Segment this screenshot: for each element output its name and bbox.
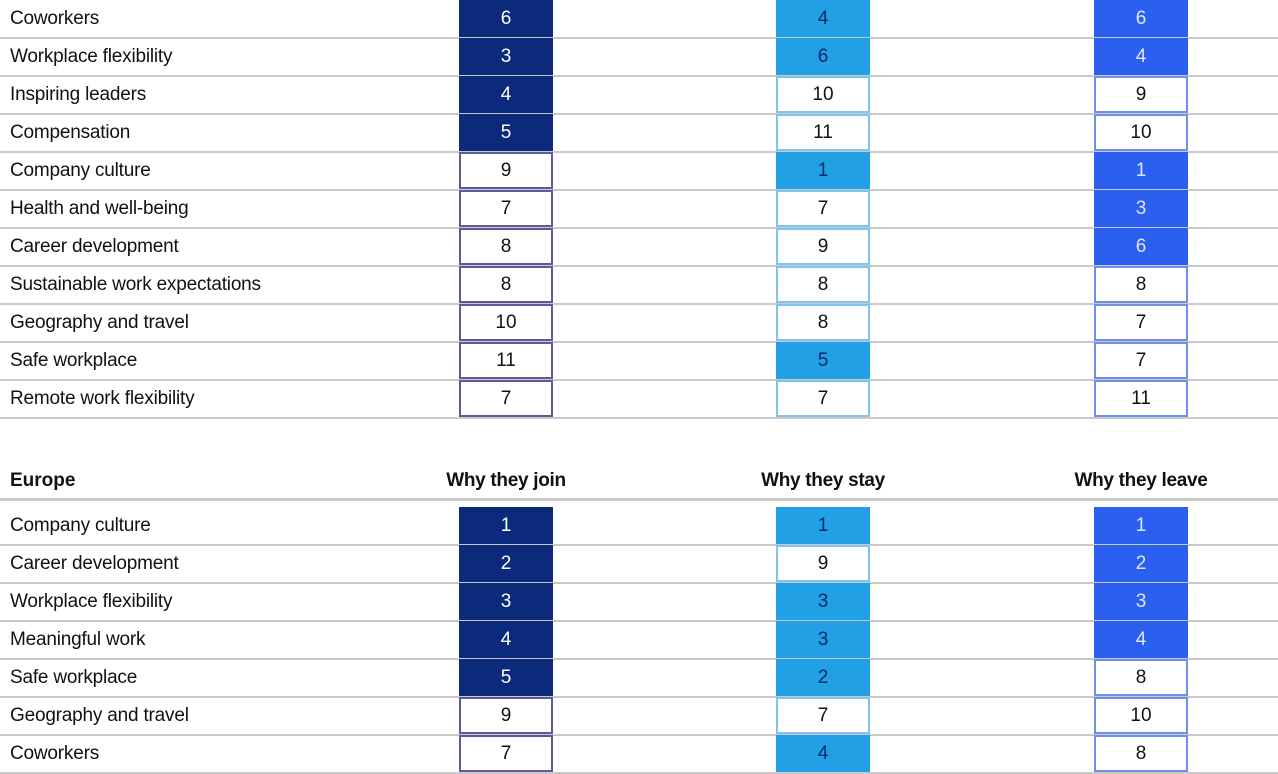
rank-cell: 2 (459, 545, 553, 582)
rank-cell: 8 (459, 266, 553, 303)
row-divider (0, 265, 1278, 267)
rank-cell: 6 (459, 0, 553, 37)
rank-cell: 8 (459, 228, 553, 265)
rank-cell: 5 (459, 659, 553, 696)
row-divider (0, 303, 1278, 305)
rank-cell: 3 (776, 621, 870, 658)
row-label: Geography and travel (10, 705, 189, 726)
rank-cell: 10 (459, 304, 553, 341)
rank-cell: 8 (1094, 266, 1188, 303)
rank-cell: 9 (776, 228, 870, 265)
rank-cell: 10 (1094, 697, 1188, 734)
rank-cell: 4 (1094, 621, 1188, 658)
row-divider (0, 734, 1278, 736)
row-label: Workplace flexibility (10, 46, 173, 67)
rank-cell: 1 (1094, 507, 1188, 544)
rank-cell: 3 (459, 583, 553, 620)
header-divider (0, 498, 1278, 501)
row-label: Company culture (10, 160, 151, 181)
row-label: Coworkers (10, 743, 99, 764)
rank-cell: 10 (1094, 114, 1188, 151)
rank-cell: 7 (1094, 342, 1188, 379)
row-label: Safe workplace (10, 667, 138, 688)
row-divider (0, 113, 1278, 115)
rank-cell: 6 (1094, 228, 1188, 265)
rank-cell: 5 (776, 342, 870, 379)
rank-cell: 5 (459, 114, 553, 151)
rank-cell: 1 (1094, 152, 1188, 189)
rank-cell: 4 (459, 621, 553, 658)
row-label: Remote work flexibility (10, 388, 195, 409)
row-divider (0, 417, 1278, 419)
row-label: Career development (10, 236, 179, 257)
row-divider (0, 696, 1278, 698)
row-label: Geography and travel (10, 312, 189, 333)
row-divider (0, 227, 1278, 229)
rank-cell: 1 (776, 507, 870, 544)
rank-cell: 8 (776, 304, 870, 341)
rank-cell: 6 (1094, 0, 1188, 37)
rank-cell: 7 (776, 697, 870, 734)
row-divider (0, 189, 1278, 191)
rank-cell: 8 (1094, 735, 1188, 772)
row-divider (0, 658, 1278, 660)
rank-cell: 4 (459, 76, 553, 113)
column-header: Why they stay (761, 470, 885, 491)
rank-cell: 2 (776, 659, 870, 696)
row-divider (0, 341, 1278, 343)
row-divider (0, 582, 1278, 584)
rank-cell: 1 (776, 152, 870, 189)
rank-cell: 3 (776, 583, 870, 620)
rank-cell: 9 (776, 545, 870, 582)
row-divider (0, 379, 1278, 381)
section-title: Europe (10, 470, 76, 491)
rank-cell: 2 (1094, 545, 1188, 582)
rank-cell: 3 (459, 38, 553, 75)
column-header: Why they join (446, 470, 566, 491)
rank-cell: 3 (1094, 190, 1188, 227)
rank-cell: 9 (459, 697, 553, 734)
rank-cell: 10 (776, 76, 870, 113)
rank-cell: 7 (459, 380, 553, 417)
row-label: Coworkers (10, 8, 99, 29)
rank-cell: 6 (776, 38, 870, 75)
row-label: Meaningful work (10, 629, 146, 650)
rank-cell: 9 (1094, 76, 1188, 113)
column-header: Why they leave (1074, 470, 1208, 491)
rank-cell: 11 (459, 342, 553, 379)
rank-cell: 7 (1094, 304, 1188, 341)
rank-cell: 11 (1094, 380, 1188, 417)
row-divider (0, 620, 1278, 622)
row-divider (0, 151, 1278, 153)
rank-cell: 7 (459, 735, 553, 772)
row-divider (0, 37, 1278, 39)
rank-cell: 9 (459, 152, 553, 189)
rank-cell: 11 (776, 114, 870, 151)
row-label: Sustainable work expectations (10, 274, 261, 295)
row-label: Workplace flexibility (10, 591, 173, 612)
row-divider (0, 544, 1278, 546)
row-label: Health and well-being (10, 198, 189, 219)
rank-cell: 1 (459, 507, 553, 544)
rank-cell: 4 (776, 735, 870, 772)
rank-cell: 4 (1094, 38, 1188, 75)
rank-cell: 8 (1094, 659, 1188, 696)
rank-cell: 7 (776, 190, 870, 227)
row-label: Career development (10, 553, 179, 574)
rank-cell: 7 (776, 380, 870, 417)
row-divider (0, 75, 1278, 77)
rank-cell: 7 (459, 190, 553, 227)
rank-cell: 4 (776, 0, 870, 37)
row-label: Inspiring leaders (10, 84, 147, 105)
row-label: Safe workplace (10, 350, 138, 371)
rank-cell: 3 (1094, 583, 1188, 620)
rank-cell: 8 (776, 266, 870, 303)
row-label: Company culture (10, 515, 151, 536)
row-label: Compensation (10, 122, 131, 143)
